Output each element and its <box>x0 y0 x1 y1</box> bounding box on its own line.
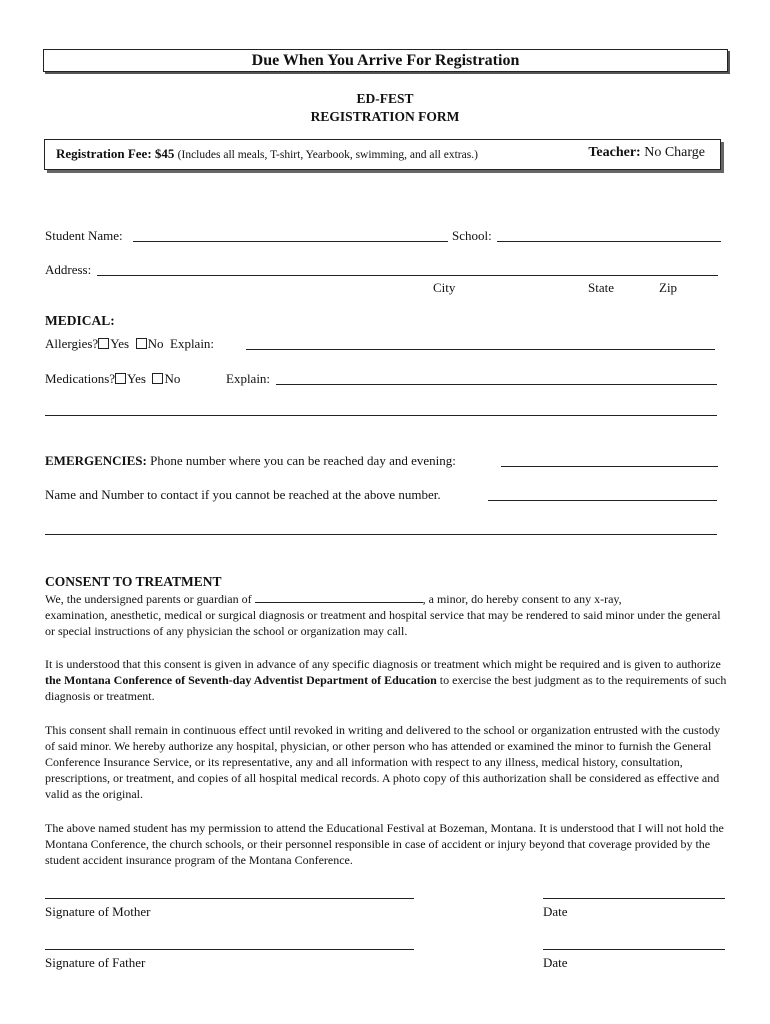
consent-p1-start: We, the undersigned parents or guardian of <box>45 592 252 606</box>
medications-yes-label: Yes <box>127 371 146 386</box>
address-label: Address: <box>45 262 92 277</box>
consent-p2-start: It is understood that this consent is given in advance of any specific diagnosis or treatment which might be required and is given to authorize <box>45 657 721 671</box>
allergies-label: Allergies? <box>45 336 99 351</box>
medications-label: Medications? <box>45 371 116 386</box>
mother-date-field[interactable] <box>543 898 725 899</box>
form-title-edfest: ED-FEST <box>356 91 414 106</box>
student-name-field[interactable] <box>133 241 448 242</box>
school-field[interactable] <box>497 241 721 242</box>
medications-row <box>45 371 180 387</box>
consent-p3: This consent shall remain in continuous effect until revoked in writing and delivered to the school or organization entrusted with the custody of said minor. We hereby authorize any hospital, physician, or other person who has attended or examined the minor to furnish the General Conference Insurance Service, or its representative, any and all information with respect to any illness, medical history, consultation, prescriptions, or treatment, and copies of all hospital medical records. A photo copy of this authorization shall be considered as effective and valid as the original. <box>45 723 721 801</box>
father-signature-field[interactable] <box>45 949 414 950</box>
fee-detail: (Includes all meals, T-shirt, Yearbook, swimming, and all extras.) <box>177 149 478 161</box>
father-signature-label: Signature of Father <box>45 955 146 970</box>
medications-explain-label: Explain: <box>226 371 271 386</box>
emergencies-heading: EMERGENCIES: <box>45 453 147 468</box>
emergency-extra-line[interactable] <box>45 534 717 535</box>
medications-yes-checkbox[interactable] <box>115 373 126 384</box>
medications-no-label: No <box>164 371 181 386</box>
medical-extra-line[interactable] <box>45 415 717 416</box>
state-label: State <box>588 280 614 295</box>
fee-info <box>56 146 478 162</box>
consent-paragraph-4 <box>45 820 730 868</box>
due-banner: Due When You Arrive For Registration <box>43 49 728 72</box>
mother-signature-label: Signature of Mother <box>45 904 151 919</box>
mother-date-label: Date <box>543 904 568 919</box>
allergies-no-label: No <box>147 336 164 351</box>
allergies-no-checkbox[interactable] <box>136 338 147 349</box>
allergies-explain-field[interactable] <box>246 349 715 350</box>
allergies-explain-label: Explain: <box>170 336 215 351</box>
form-title-registration: REGISTRATION FORM <box>310 109 460 124</box>
emergency-contact-label: Name and Number to contact if you cannot be reached at the above number. <box>45 487 441 502</box>
teacher-label: Teacher: <box>588 145 641 160</box>
medications-explain-field[interactable] <box>276 384 717 385</box>
allergies-row <box>45 336 214 352</box>
emergency-phone-row <box>45 453 456 469</box>
father-date-label: Date <box>543 955 568 970</box>
consent-paragraph-3 <box>45 722 730 802</box>
emergency-phone-label: Phone number where you can be reached day and evening: <box>150 453 456 468</box>
emergency-phone-field[interactable] <box>501 466 718 467</box>
zip-label: Zip <box>659 280 678 295</box>
minor-name-field[interactable] <box>255 592 423 603</box>
consent-p2-bold: the Montana Conference of Seventh-day Adventist Department of Education <box>45 673 437 687</box>
city-label: City <box>433 280 456 295</box>
allergies-yes-checkbox[interactable] <box>98 338 109 349</box>
consent-p1-rest: examination, anesthetic, medical or surgical diagnosis or treatment and hospital service that may be rendered to said minor under the general or special instructions of any physician the school or organization may call. <box>45 608 721 638</box>
teacher-value: No Charge <box>644 145 705 160</box>
mother-signature-field[interactable] <box>45 898 414 899</box>
address-field[interactable] <box>97 275 718 276</box>
emergency-contact-field[interactable] <box>488 500 717 501</box>
fee-box <box>44 139 721 170</box>
consent-p4: The above named student has my permission to attend the Educational Festival at Bozeman, Montana. It is understood that I will not hold the Montana Conference, the church schools, or their personnel responsible in case of accident or injury beyond that coverage provided by the student accident insurance program of the Montana Conference. <box>45 821 724 867</box>
consent-p2-end: to exercise the best judgment as to the requirements of such diagnosis or treatment. <box>45 673 727 703</box>
consent-heading: CONSENT TO TREATMENT <box>45 574 222 589</box>
allergies-yes-label: Yes <box>110 336 130 351</box>
medical-heading: MEDICAL: <box>45 313 115 328</box>
student-name-label: Student Name: <box>45 228 123 243</box>
fee-label: Registration Fee: $45 <box>56 146 175 161</box>
consent-p1-end: , a minor, do hereby consent to any x-ray, <box>422 592 622 606</box>
father-date-field[interactable] <box>543 949 725 950</box>
teacher-fee <box>588 145 705 161</box>
consent-paragraph-2 <box>45 656 730 704</box>
school-label: School: <box>452 228 492 243</box>
medications-no-checkbox[interactable] <box>152 373 163 384</box>
consent-paragraph-1 <box>45 591 730 639</box>
